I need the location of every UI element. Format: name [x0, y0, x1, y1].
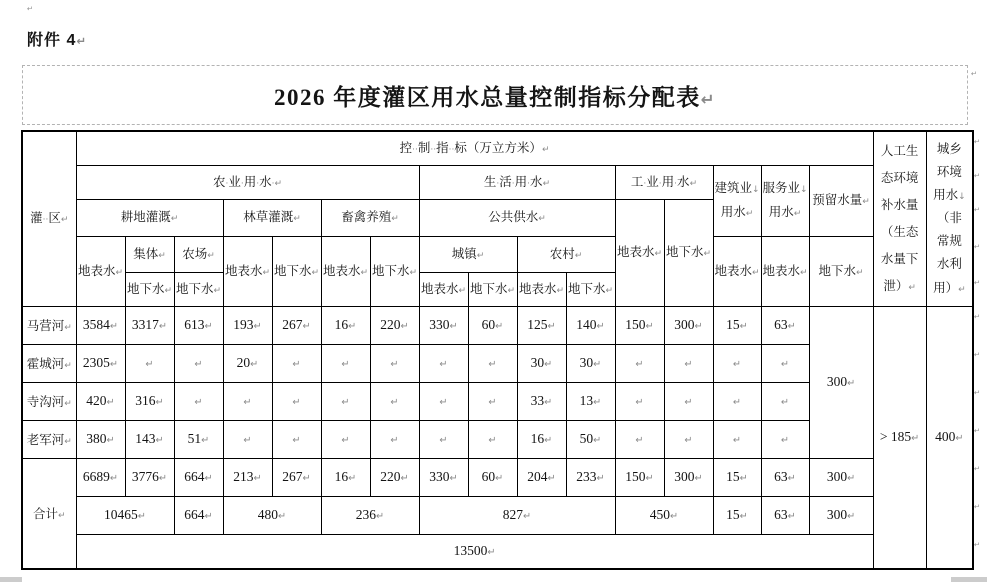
cell[interactable]: 30↵	[517, 344, 566, 382]
cell[interactable]: 33↵	[517, 382, 566, 420]
cell[interactable]: 125↵	[517, 306, 566, 344]
row-end-mark: ↵	[974, 242, 981, 251]
row-label-laojunhe[interactable]: 老军河↵	[22, 420, 76, 458]
cell-urban-env-total[interactable]: 400↵	[926, 306, 973, 569]
header-town-ground-water[interactable]: 地下水↵	[468, 272, 517, 306]
cell[interactable]: 20↵	[223, 344, 272, 382]
row-end-mark: ↵	[974, 171, 981, 180]
cell-subtotal[interactable]: 827↵	[419, 496, 615, 534]
cell[interactable]: 6689↵	[76, 458, 125, 496]
cell[interactable]: 233↵	[566, 458, 615, 496]
header-industrial-ground-water[interactable]: 地下水↵	[664, 199, 713, 306]
table-row	[22, 131, 973, 165]
cell[interactable]: 50↵	[566, 420, 615, 458]
attachment-label[interactable]: 附件 4↵	[27, 32, 88, 49]
cell-empty[interactable]: ↵	[468, 344, 517, 382]
row-end-mark: ↵	[974, 205, 981, 214]
cell-empty[interactable]: ↵	[468, 382, 517, 420]
cell[interactable]: 300↵	[664, 458, 713, 496]
header-agricultural-water[interactable]: 农·业·用·水·↵	[76, 165, 419, 199]
row-end-mark: ↵	[974, 388, 981, 397]
cell[interactable]: 316↵	[125, 382, 174, 420]
row-end-mark: ↵	[974, 540, 981, 549]
cell[interactable]: 330↵	[419, 306, 468, 344]
title-frame-end-mark: ↵	[971, 69, 978, 78]
allocation-table-body	[22, 131, 973, 569]
header-farmland-surface-water[interactable]: 地表水↵	[76, 236, 125, 306]
table-row	[22, 306, 973, 344]
header-forest-ground-water[interactable]: 地下水↵	[272, 236, 321, 306]
header-urban-rural-environment-water[interactable]: 城乡 环境 用水↓ （非 常规 水利 用）↵	[926, 131, 973, 306]
cell-empty[interactable]: ↵	[761, 420, 809, 458]
cell-subtotal[interactable]: 480↵	[223, 496, 321, 534]
table-row	[22, 165, 973, 199]
cell-subtotal[interactable]: 236↵	[321, 496, 419, 534]
cell[interactable]: 16↵	[321, 306, 370, 344]
cell[interactable]: 15↵	[713, 458, 761, 496]
cell-empty[interactable]: ↵	[713, 382, 761, 420]
cell-empty[interactable]: ↵	[223, 420, 272, 458]
cell-empty[interactable]: ↵	[321, 344, 370, 382]
cell-empty[interactable]: ↵	[370, 382, 419, 420]
header-service-industry-water[interactable]: 服务业↓ 用水↵	[761, 165, 809, 236]
cell[interactable]: 51↵	[174, 420, 223, 458]
cell-empty[interactable]: ↵	[272, 344, 321, 382]
cell[interactable]: 16↵	[321, 458, 370, 496]
cell[interactable]: 2305↵	[76, 344, 125, 382]
cell[interactable]: 16↵	[517, 420, 566, 458]
cell-empty[interactable]: ↵	[419, 420, 468, 458]
cell-empty[interactable]: ↵	[125, 344, 174, 382]
cell[interactable]: 267↵	[272, 306, 321, 344]
row-label-total[interactable]: 合计↵	[22, 458, 76, 569]
cell-empty[interactable]: ↵	[370, 420, 419, 458]
cell[interactable]: 3776↵	[125, 458, 174, 496]
row-end-mark: ↵	[974, 502, 981, 511]
header-collective-ground-water[interactable]: 地下水↵	[125, 272, 174, 306]
cell[interactable]: 267↵	[272, 458, 321, 496]
cell[interactable]: 13↵	[566, 382, 615, 420]
scrollbar-fragment-right[interactable]	[951, 577, 987, 582]
cell[interactable]: 3317↵	[125, 306, 174, 344]
cell[interactable]: 193↵	[223, 306, 272, 344]
row-end-mark: ↵	[974, 312, 981, 321]
header-livestock-surface-water[interactable]: 地表水↵	[321, 236, 370, 306]
cell-empty[interactable]: ↵	[223, 382, 272, 420]
header-livestock-ground-water[interactable]: 地下水↵	[370, 236, 419, 306]
header-industrial-surface-water[interactable]: 地表水↵	[615, 199, 664, 306]
row-end-mark: ↵	[974, 426, 981, 435]
table-row	[22, 534, 973, 569]
table-row	[22, 458, 973, 496]
header-reserved-ground-water[interactable]: 地下水↵	[809, 236, 873, 306]
row-label-mayinghe[interactable]: 马营河↵	[22, 306, 76, 344]
cell-empty[interactable]: ↵	[272, 420, 321, 458]
header-town[interactable]: 城镇↵	[419, 236, 517, 272]
row-label-sigouhe[interactable]: 寺沟河↵	[22, 382, 76, 420]
cell-empty[interactable]: ↵	[272, 382, 321, 420]
allocation-table	[21, 130, 974, 570]
cell[interactable]: 15↵	[713, 306, 761, 344]
cell[interactable]: 60↵	[468, 306, 517, 344]
cell-subtotal[interactable]: 63↵	[761, 496, 809, 534]
cell[interactable]: 150↵	[615, 458, 664, 496]
header-rural-ground-water[interactable]: 地下水↵	[566, 272, 615, 306]
cell-empty[interactable]: ↵	[761, 382, 809, 420]
row-end-mark: ↵	[974, 464, 981, 473]
page-top-paragraph-mark: ↵	[27, 4, 34, 13]
cell-empty[interactable]: ↵	[419, 382, 468, 420]
cell[interactable]: 213↵	[223, 458, 272, 496]
cell-empty[interactable]: ↵	[615, 382, 664, 420]
header-service-surface-water[interactable]: 地表水↵	[761, 236, 809, 306]
cell[interactable]: 300↵	[809, 458, 873, 496]
cell-subtotal[interactable]: 300↵	[809, 496, 873, 534]
cell[interactable]: 140↵	[566, 306, 615, 344]
cell-empty[interactable]: ↵	[664, 420, 713, 458]
table-row	[22, 236, 973, 272]
cell[interactable]: 380↵	[76, 420, 125, 458]
header-forest-surface-water[interactable]: 地表水↵	[223, 236, 272, 306]
header-rural[interactable]: 农村↵	[517, 236, 615, 272]
cell[interactable]: 613↵	[174, 306, 223, 344]
cell[interactable]: 420↵	[76, 382, 125, 420]
cell-empty[interactable]: ↵	[321, 382, 370, 420]
header-industrial-water[interactable]: 工·业·用·水↵	[615, 165, 713, 199]
header-reserved-water[interactable]: 预留水量↵	[809, 165, 873, 236]
title-frame[interactable]	[22, 65, 968, 125]
cell-subtotal[interactable]: 664↵	[174, 496, 223, 534]
header-collective[interactable]: 集体↵	[125, 236, 174, 272]
cell[interactable]: 63↵	[761, 458, 809, 496]
header-forest-grass-irrigation[interactable]: 林草灌溉↵	[223, 199, 321, 236]
cell[interactable]: 143↵	[125, 420, 174, 458]
cell[interactable]: 60↵	[468, 458, 517, 496]
cell-empty[interactable]: ↵	[615, 344, 664, 382]
cell-empty[interactable]: ↵	[615, 420, 664, 458]
header-farm-ground-water[interactable]: 地下水↵	[174, 272, 223, 306]
cell[interactable]: 30↵	[566, 344, 615, 382]
cell-reserved-merged[interactable]: 300↵	[809, 306, 873, 458]
cell-empty[interactable]: ↵	[664, 382, 713, 420]
row-end-mark: ↵	[974, 137, 981, 146]
cell[interactable]: 63↵	[761, 306, 809, 344]
header-control-indicators[interactable]: 控··制··指··标（万立方米）↵	[76, 131, 873, 165]
scrollbar-fragment-left[interactable]	[0, 577, 22, 582]
cell[interactable]: 150↵	[615, 306, 664, 344]
cell-empty[interactable]: ↵	[419, 344, 468, 382]
header-farmland-irrigation[interactable]: 耕地灌溉↵	[76, 199, 223, 236]
cell-grand-total[interactable]: 13500↵	[76, 534, 873, 569]
cell-empty[interactable]: ↵	[174, 344, 223, 382]
cell[interactable]: 330↵	[419, 458, 468, 496]
header-town-surface-water[interactable]: 地表水↵	[419, 272, 468, 306]
header-domestic-water[interactable]: 生·活·用·水↵	[419, 165, 615, 199]
table-row	[22, 496, 973, 534]
row-label-huochenghe[interactable]: 霍城河↵	[22, 344, 76, 382]
cell[interactable]: 664↵	[174, 458, 223, 496]
cell-empty[interactable]: ↵	[761, 344, 809, 382]
cell[interactable]: 220↵	[370, 458, 419, 496]
cell-subtotal[interactable]: 450↵	[615, 496, 713, 534]
header-livestock-breeding[interactable]: 畜禽养殖↵	[321, 199, 419, 236]
cell[interactable]: 3584↵	[76, 306, 125, 344]
row-end-mark: ↵	[974, 278, 981, 287]
cell-subtotal[interactable]: 15↵	[713, 496, 761, 534]
cell-empty[interactable]: ↵	[468, 420, 517, 458]
header-construction-surface-water[interactable]: 地表水↵	[713, 236, 761, 306]
row-end-mark: ↵	[974, 350, 981, 359]
cell-empty[interactable]: ↵	[321, 420, 370, 458]
header-construction-water[interactable]: 建筑业↓ 用水↵	[713, 165, 761, 236]
cell-empty[interactable]: ↵	[713, 344, 761, 382]
cell[interactable]: 300↵	[664, 306, 713, 344]
header-irrigation-district[interactable]: 灌··区↵	[22, 131, 76, 306]
header-public-water-supply[interactable]: 公共供水↵	[419, 199, 615, 236]
header-farm[interactable]: 农场↵	[174, 236, 223, 272]
cell-empty[interactable]: ↵	[370, 344, 419, 382]
cell-empty[interactable]: ↵	[664, 344, 713, 382]
cell-subtotal[interactable]: 10465↵	[76, 496, 174, 534]
header-eco-environment-replenishment[interactable]: 人工生 态环境 补水量 （生态 水量下 泄）↵	[873, 131, 926, 306]
cell[interactable]: 204↵	[517, 458, 566, 496]
header-rural-surface-water[interactable]: 地表水↵	[517, 272, 566, 306]
page-title: 2026 年度灌区用水总量控制指标分配表↵	[273, 84, 717, 110]
cell-eco-replenishment-total[interactable]: > 185↵	[873, 306, 926, 569]
cell-empty[interactable]: ↵	[713, 420, 761, 458]
cell[interactable]: 220↵	[370, 306, 419, 344]
cell-empty[interactable]: ↵	[174, 382, 223, 420]
